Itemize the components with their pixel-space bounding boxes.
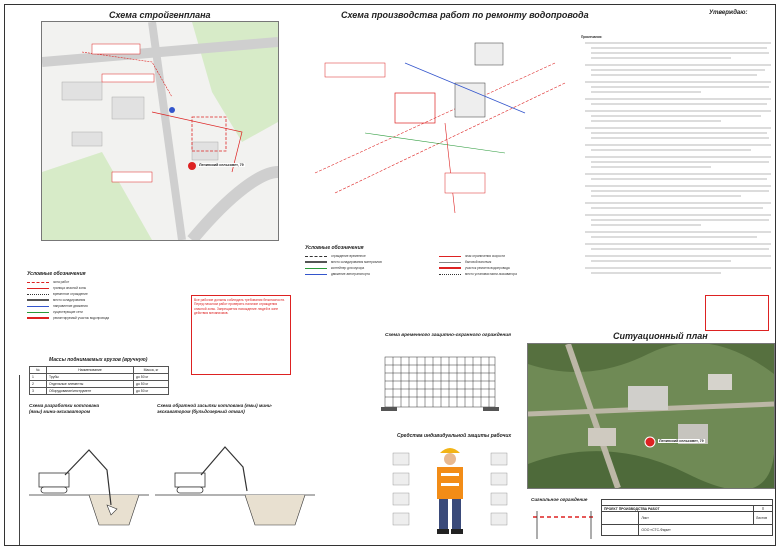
approved-label: Утверждаю: — [709, 10, 748, 16]
signal-fence-drawing — [529, 505, 599, 545]
legend-mid-item: знак ограничения скорости — [439, 253, 565, 259]
mass-table-title: Массы поднимаемых грузов (вручную) — [49, 357, 148, 363]
fence-scheme-title: Схема временного защитно-охранного ограждения — [385, 333, 511, 338]
stage-cell: П — [754, 506, 773, 512]
table-row: 1 Трубы до 50 кг — [30, 374, 169, 381]
situation-plan-photo — [527, 343, 775, 489]
table-row: 3 Оборудование/инструмент до 50 кг — [30, 388, 169, 395]
notes-red-box — [705, 295, 769, 331]
legend-left-item: ремонтируемый участок водопровода — [27, 315, 177, 321]
legend-left-item: направление движения — [27, 303, 177, 309]
pit-backfill-drawing — [155, 425, 315, 535]
signal-fence-title: Сигнальное ограждение — [531, 497, 588, 502]
stroygenplan-svg — [42, 22, 278, 240]
legend-left-item: временное ограждение — [27, 291, 177, 297]
work-scheme-svg — [305, 23, 575, 223]
legend-mid-item: ограждение временное — [305, 253, 431, 259]
legend-mid-item: участок ремонта водопровода — [439, 265, 565, 271]
stroygenplan-map — [41, 21, 279, 241]
situation-plan-title: Ситуационный план — [613, 331, 708, 341]
fence-drawing — [377, 351, 507, 417]
legend-mid-item: место складирования материалов — [305, 259, 431, 265]
legend-left-item: зона работ — [27, 279, 177, 285]
pit-dev-title: Схема разработки котлована (ямы) мини-экскаватором — [29, 403, 100, 414]
legend-left-item: существующие сети — [27, 309, 177, 315]
situation-site-label: Ленинский сельсовет, 79 — [659, 439, 704, 443]
signal-fence-svg — [529, 505, 599, 545]
excavator-dig-svg — [29, 425, 149, 535]
legend-left-item: место складирования — [27, 297, 177, 303]
mass-table — [29, 366, 169, 395]
ppe-title: Средства индивидуальной защиты рабочих — [397, 433, 512, 439]
legend-mid — [305, 245, 565, 277]
mass-table-header: № Наименование Масса, кг — [30, 367, 169, 374]
legend-mid-item: место установки мини-экскаватора — [439, 271, 565, 277]
drawing-sheet — [4, 4, 776, 546]
ppe-drawing — [385, 443, 515, 541]
legend-left-item: граница опасной зоны — [27, 285, 177, 291]
legend-left — [27, 271, 177, 321]
stroygenplan-title: Схема стройгенплана — [109, 10, 211, 20]
legend-mid-item: бытовой вагончик — [439, 259, 565, 265]
left-binding-strip — [5, 375, 20, 545]
sheets-label: Листов — [754, 512, 773, 525]
title-block — [601, 499, 773, 536]
worker-ppe-svg — [385, 443, 515, 541]
drawing-title: ПРОЕКТ ПРОИЗВОДСТВА РАБОТ — [602, 506, 754, 512]
pit-backfill-title: Схема обратной засыпки котлована (ямы) мини-экскаватором (бульдозерный отвал) — [157, 403, 273, 414]
fence-svg — [377, 351, 507, 417]
work-scheme-drawing — [305, 23, 575, 223]
legend-left-title: Условные обозначения — [27, 271, 86, 277]
sheet-label: Лист — [639, 512, 754, 525]
notes-text-lines — [581, 39, 773, 279]
legend-mid-item: контейнер для мусора — [305, 265, 431, 271]
table-row: 2 Отдельные элементы до 50 кг — [30, 381, 169, 388]
stroygenplan-site-label: Ленинский сельсовет, 79 — [199, 163, 244, 167]
work-scheme-title: Схема производства работ по ремонту водопровода — [341, 10, 589, 20]
legend-mid-item: движение автотранспорта — [305, 271, 431, 277]
notes-block — [581, 35, 773, 285]
safety-red-box: Все рабочие должны соблюдать требования безопасности. Перед началом работ проверить наличие ограждения опасной зоны. Запрещается нахождение людей в зоне действия механизмов. — [191, 295, 291, 375]
org-cell: ООО «СТС-Фарм» — [639, 525, 773, 536]
legend-mid-title: Условные обозначения — [305, 245, 364, 251]
pit-dev-drawing — [29, 425, 149, 535]
notes-title: Примечания: — [581, 35, 603, 39]
aerial-photo-svg — [528, 344, 774, 488]
excavator-backfill-svg — [155, 425, 315, 535]
